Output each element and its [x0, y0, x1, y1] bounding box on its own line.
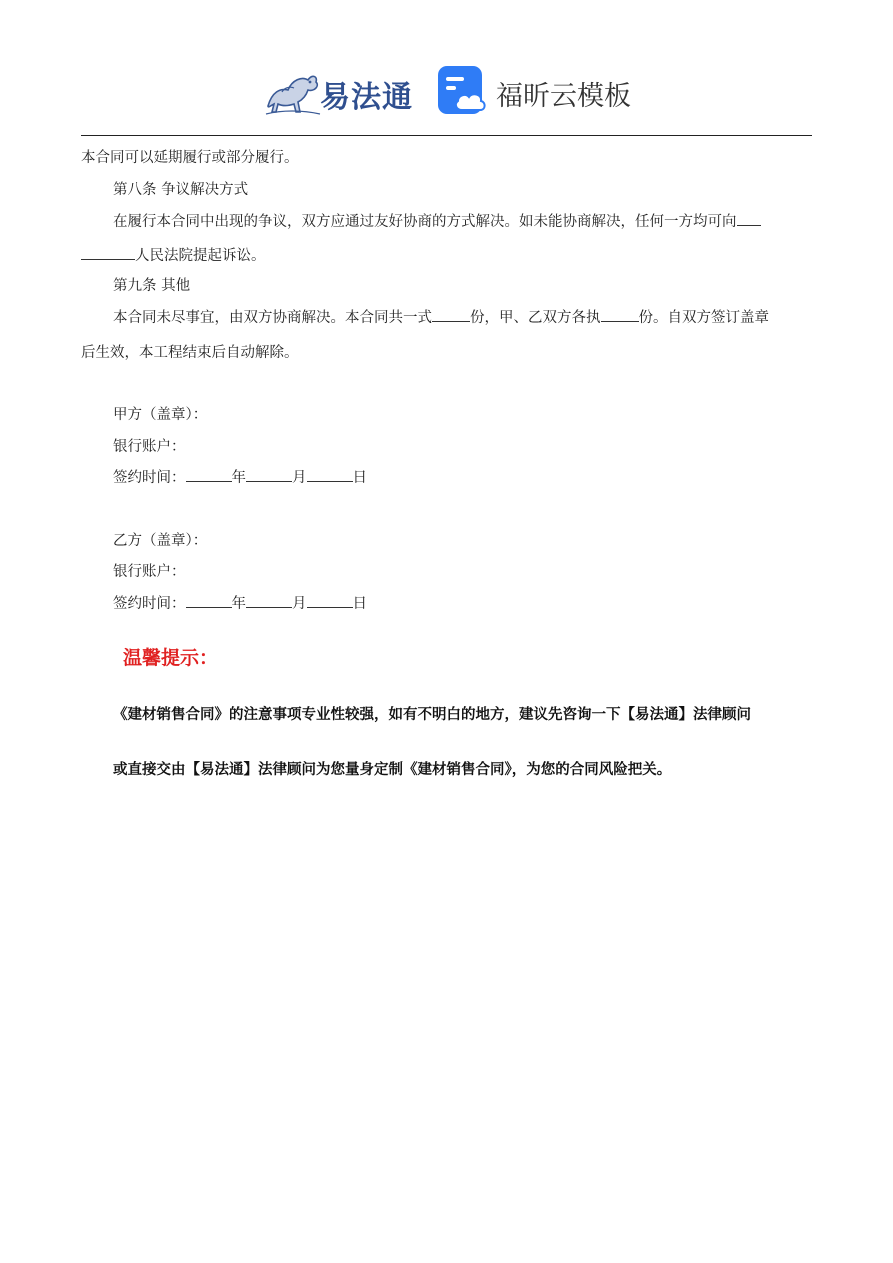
blank-month	[246, 593, 292, 608]
blank-copies-total	[432, 307, 470, 322]
paragraph-line: 后生效，本工程结束后自动解除。	[81, 345, 299, 361]
party-a-bank: 银行账户：	[113, 439, 186, 455]
sign-date-label: 签约时间：	[113, 470, 186, 486]
blank-copies-each	[601, 307, 639, 322]
day-label: 日	[352, 596, 367, 612]
article-8-heading: 第八条 争议解决方式	[113, 182, 249, 198]
party-b-bank: 银行账户：	[113, 564, 186, 580]
year-label: 年	[231, 470, 246, 486]
blank-court-cont	[81, 245, 135, 260]
party-a-sign-date	[113, 466, 367, 487]
page-header	[0, 60, 893, 122]
yifatong-logo	[262, 62, 412, 118]
blank-day	[307, 593, 353, 608]
tips-title: 温馨提示：	[123, 647, 219, 669]
document-cloud-icon	[436, 64, 488, 116]
day-label: 日	[352, 470, 367, 486]
tips-line-1: 《建材销售合同》的注意事项专业性较强，如有不明白的地方，建议先咨询一下【易法通】法律顾问	[113, 706, 751, 723]
party-a-seal: 甲方（盖章）：	[113, 407, 208, 423]
header-divider	[81, 135, 812, 136]
blank-day	[307, 467, 353, 482]
blank-month	[246, 467, 292, 482]
foxit-cloud-template-logo	[436, 64, 636, 118]
copies-text-3: 份。自双方签订盖章	[638, 310, 769, 326]
blank-year	[186, 593, 232, 608]
party-b-seal: 乙方（盖章）：	[113, 533, 208, 549]
tips-line-2: 或直接交由【易法通】法律顾问为您量身定制《建材销售合同》，为您的合同风险把关。	[113, 761, 672, 778]
article-9-heading: 第九条 其他	[113, 278, 191, 294]
copies-text-1: 本合同未尽事宜，由双方协商解决。本合同共一式	[113, 310, 432, 326]
paragraph-line: 本合同可以延期履行或部分履行。	[81, 150, 299, 166]
court-text: 人民法院提起诉讼。	[135, 248, 266, 264]
blank-court	[737, 211, 761, 226]
paragraph-line	[113, 306, 769, 327]
foxit-logo-text: 福昕云模板	[496, 81, 631, 112]
month-label: 月	[292, 596, 307, 612]
copies-text-2: 份，甲、乙双方各执	[470, 310, 601, 326]
sign-date-label: 签约时间：	[113, 596, 186, 612]
year-label: 年	[231, 596, 246, 612]
paragraph-line	[113, 210, 761, 231]
qilin-icon	[262, 62, 322, 118]
paragraph-line	[81, 244, 266, 265]
party-b-sign-date	[113, 592, 367, 613]
month-label: 月	[292, 470, 307, 486]
dispute-text: 在履行本合同中出现的争议，双方应通过友好协商的方式解决。如未能协商解决，任何一方均可向	[113, 214, 737, 230]
blank-year	[186, 467, 232, 482]
yifatong-logo-text: 易法通	[320, 80, 413, 115]
